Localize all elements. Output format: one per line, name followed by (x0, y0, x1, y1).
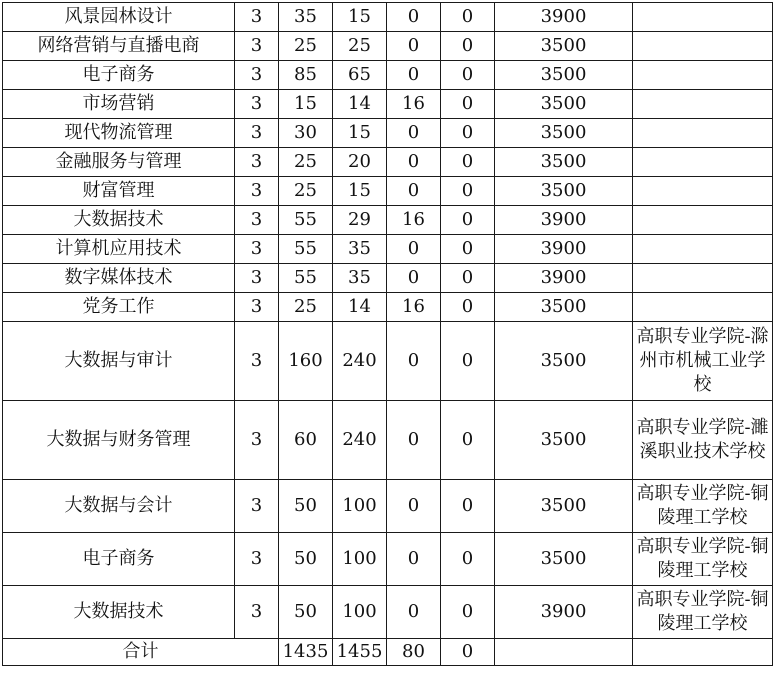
table-row (3, 293, 773, 322)
count-cell: 100 (333, 586, 387, 639)
note-cell (633, 119, 773, 148)
count-cell: 100 (333, 533, 387, 586)
fee-cell: 3500 (495, 480, 633, 533)
table-row (3, 586, 773, 639)
fee-cell: 3500 (495, 61, 633, 90)
count-cell: 14 (333, 90, 387, 119)
count-cell: 25 (279, 32, 333, 61)
count-cell: 35 (279, 3, 333, 32)
count-cell: 0 (441, 322, 495, 401)
major-cell: 数字媒体技术 (3, 264, 235, 293)
count-cell: 25 (333, 32, 387, 61)
fee-cell: 3500 (495, 119, 633, 148)
total-count-cell: 0 (441, 639, 495, 666)
total-fee-cell (495, 639, 633, 666)
note-cell (633, 206, 773, 235)
note-cell (633, 148, 773, 177)
count-cell: 55 (279, 206, 333, 235)
major-cell: 电子商务 (3, 61, 235, 90)
major-cell: 现代物流管理 (3, 119, 235, 148)
major-cell: 大数据与会计 (3, 480, 235, 533)
note-cell: 高职专业学院-铜陵理工学校 (633, 586, 773, 639)
count-cell: 25 (279, 177, 333, 206)
major-cell: 财富管理 (3, 177, 235, 206)
count-cell: 0 (441, 264, 495, 293)
count-cell: 16 (387, 206, 441, 235)
count-cell: 20 (333, 148, 387, 177)
years-cell: 3 (235, 586, 279, 639)
count-cell: 25 (279, 148, 333, 177)
fee-cell: 3500 (495, 90, 633, 119)
count-cell: 30 (279, 119, 333, 148)
major-cell: 大数据技术 (3, 206, 235, 235)
table-row (3, 119, 773, 148)
note-cell (633, 61, 773, 90)
major-cell: 大数据技术 (3, 586, 235, 639)
years-cell: 3 (235, 206, 279, 235)
note-cell (633, 293, 773, 322)
fee-cell: 3500 (495, 148, 633, 177)
note-cell (633, 177, 773, 206)
fee-cell: 3500 (495, 322, 633, 401)
total-count-cell: 80 (387, 639, 441, 666)
fee-cell: 3900 (495, 586, 633, 639)
fee-cell: 3900 (495, 206, 633, 235)
count-cell: 0 (387, 264, 441, 293)
count-cell: 0 (387, 401, 441, 480)
table-row (3, 206, 773, 235)
total-count-cell: 1455 (333, 639, 387, 666)
years-cell: 3 (235, 61, 279, 90)
count-cell: 15 (333, 119, 387, 148)
years-cell: 3 (235, 90, 279, 119)
count-cell: 35 (333, 235, 387, 264)
fee-cell: 3900 (495, 235, 633, 264)
count-cell: 240 (333, 401, 387, 480)
fee-cell: 3500 (495, 32, 633, 61)
total-count-cell: 1435 (279, 639, 333, 666)
table-row (3, 90, 773, 119)
major-cell: 计算机应用技术 (3, 235, 235, 264)
years-cell: 3 (235, 3, 279, 32)
years-cell: 3 (235, 322, 279, 401)
count-cell: 15 (333, 177, 387, 206)
count-cell: 29 (333, 206, 387, 235)
table-row (3, 3, 773, 32)
table-row (3, 401, 773, 480)
count-cell: 15 (333, 3, 387, 32)
note-cell: 高职专业学院-铜陵理工学校 (633, 533, 773, 586)
count-cell: 0 (441, 61, 495, 90)
count-cell: 0 (387, 3, 441, 32)
fee-cell: 3500 (495, 401, 633, 480)
note-cell (633, 3, 773, 32)
major-cell: 市场营销 (3, 90, 235, 119)
count-cell: 25 (279, 293, 333, 322)
major-cell: 网络营销与直播电商 (3, 32, 235, 61)
table-row (3, 533, 773, 586)
note-cell: 高职专业学院-濉溪职业技术学校 (633, 401, 773, 480)
table-row (3, 177, 773, 206)
count-cell: 0 (387, 177, 441, 206)
count-cell: 50 (279, 533, 333, 586)
note-cell (633, 32, 773, 61)
count-cell: 0 (441, 32, 495, 61)
count-cell: 0 (441, 90, 495, 119)
count-cell: 85 (279, 61, 333, 90)
count-cell: 0 (387, 322, 441, 401)
count-cell: 0 (387, 32, 441, 61)
count-cell: 0 (441, 235, 495, 264)
years-cell: 3 (235, 148, 279, 177)
count-cell: 0 (441, 533, 495, 586)
count-cell: 0 (441, 480, 495, 533)
count-cell: 35 (333, 264, 387, 293)
years-cell: 3 (235, 177, 279, 206)
count-cell: 14 (333, 293, 387, 322)
count-cell: 0 (441, 177, 495, 206)
table-row (3, 61, 773, 90)
count-cell: 65 (333, 61, 387, 90)
count-cell: 160 (279, 322, 333, 401)
major-cell: 风景园林设计 (3, 3, 235, 32)
note-cell: 高职专业学院-铜陵理工学校 (633, 480, 773, 533)
table-row (3, 264, 773, 293)
table-row (3, 322, 773, 401)
count-cell: 0 (441, 148, 495, 177)
count-cell: 240 (333, 322, 387, 401)
count-cell: 0 (441, 206, 495, 235)
years-cell: 3 (235, 480, 279, 533)
count-cell: 55 (279, 235, 333, 264)
note-cell (633, 264, 773, 293)
major-cell: 大数据与审计 (3, 322, 235, 401)
years-cell: 3 (235, 32, 279, 61)
count-cell: 0 (387, 235, 441, 264)
table-row (3, 480, 773, 533)
note-cell (633, 90, 773, 119)
count-cell: 0 (387, 61, 441, 90)
major-cell: 金融服务与管理 (3, 148, 235, 177)
note-cell (633, 235, 773, 264)
years-cell: 3 (235, 235, 279, 264)
count-cell: 16 (387, 90, 441, 119)
count-cell: 60 (279, 401, 333, 480)
total-label: 合计 (3, 639, 279, 666)
fee-cell: 3500 (495, 533, 633, 586)
years-cell: 3 (235, 264, 279, 293)
count-cell: 0 (441, 586, 495, 639)
count-cell: 50 (279, 480, 333, 533)
fee-cell: 3500 (495, 293, 633, 322)
years-cell: 3 (235, 401, 279, 480)
count-cell: 0 (387, 533, 441, 586)
count-cell: 0 (387, 119, 441, 148)
fee-cell: 3500 (495, 177, 633, 206)
note-cell: 高职专业学院-滁州市机械工业学校 (633, 322, 773, 401)
fee-cell: 3900 (495, 264, 633, 293)
count-cell: 0 (441, 119, 495, 148)
count-cell: 50 (279, 586, 333, 639)
fee-cell: 3900 (495, 3, 633, 32)
enrollment-plan-table (2, 2, 773, 666)
count-cell: 55 (279, 264, 333, 293)
table-row (3, 148, 773, 177)
major-cell: 大数据与财务管理 (3, 401, 235, 480)
total-note-cell (633, 639, 773, 666)
count-cell: 0 (441, 3, 495, 32)
years-cell: 3 (235, 119, 279, 148)
count-cell: 0 (387, 480, 441, 533)
years-cell: 3 (235, 533, 279, 586)
count-cell: 15 (279, 90, 333, 119)
count-cell: 0 (387, 586, 441, 639)
table-row (3, 32, 773, 61)
count-cell: 0 (441, 293, 495, 322)
years-cell: 3 (235, 293, 279, 322)
major-cell: 电子商务 (3, 533, 235, 586)
count-cell: 16 (387, 293, 441, 322)
total-row (3, 639, 773, 666)
major-cell: 党务工作 (3, 293, 235, 322)
table-row (3, 235, 773, 264)
count-cell: 0 (387, 148, 441, 177)
count-cell: 0 (441, 401, 495, 480)
count-cell: 100 (333, 480, 387, 533)
